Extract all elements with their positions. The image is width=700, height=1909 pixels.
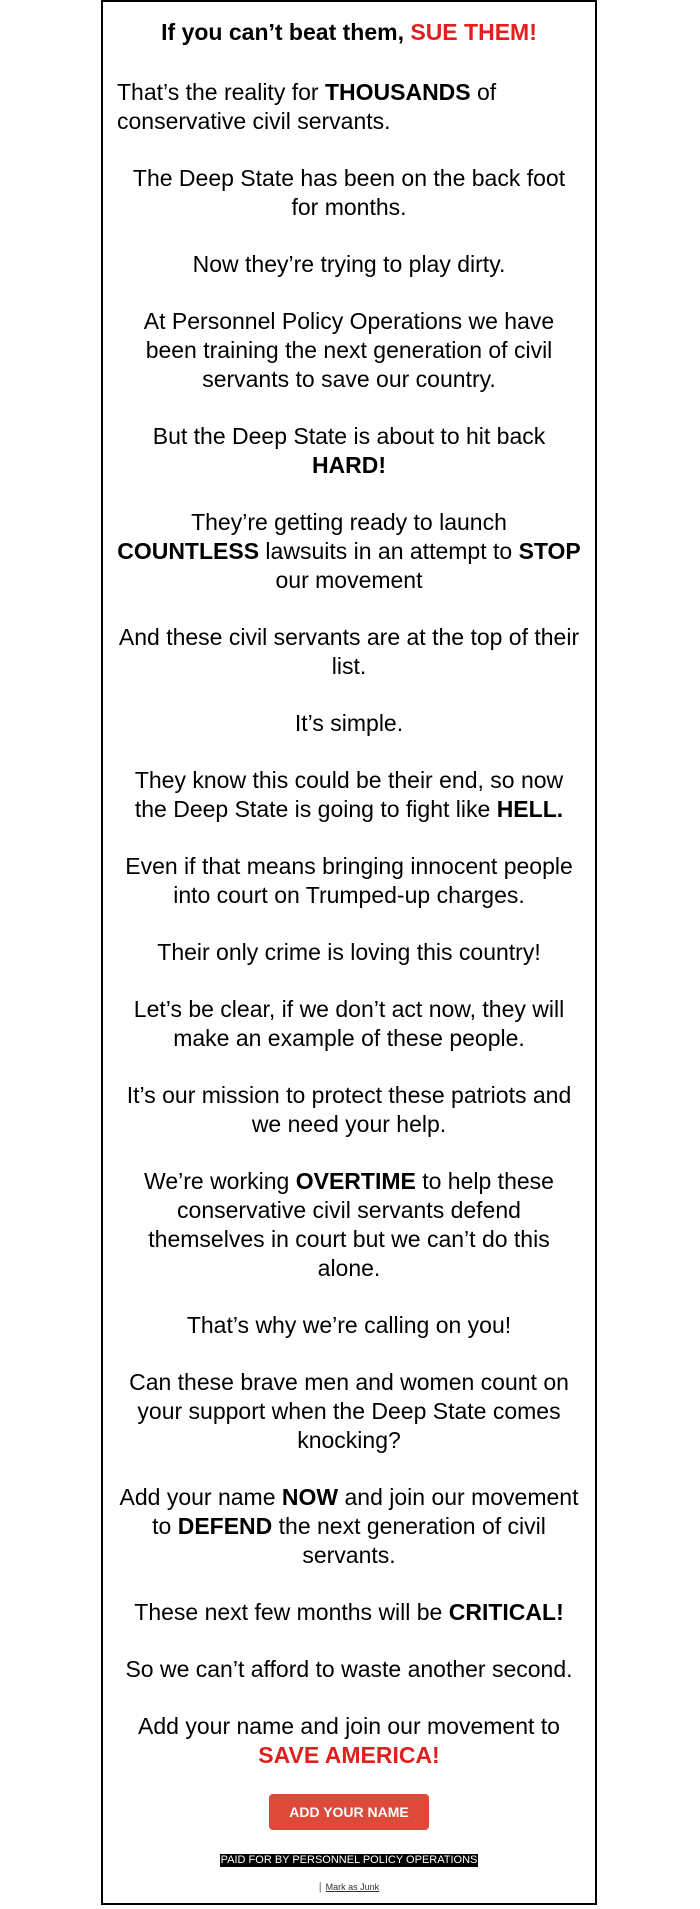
emphasis-text: HELL.: [496, 796, 564, 822]
paragraph-15: [117, 1311, 581, 1340]
paragraph-14: [117, 1167, 581, 1283]
paragraph-text: our movement: [275, 567, 423, 593]
paragraph-4: [117, 307, 581, 394]
footer-separator: |: [318, 1881, 322, 1893]
disclaimer-container: [117, 1850, 581, 1868]
paragraph-text: Let’s be clear, if we don’t act now, they will make an example of these people.: [133, 996, 565, 1051]
paragraph-text: They know this could be their end, so now the Deep State is going to fight like: [134, 767, 564, 822]
save-america-text: SAVE AMERICA!: [258, 1742, 440, 1768]
paragraph-1: [117, 78, 581, 136]
headline-highlight: SUE THEM!: [410, 19, 537, 45]
add-your-name-button[interactable]: ADD YOUR NAME: [269, 1794, 429, 1830]
paragraph-text: Add your name and join our movement to: [138, 1713, 560, 1739]
paragraph-3: [117, 250, 581, 279]
paragraph-text: But the Deep State is about to hit back: [152, 423, 546, 449]
paragraph-7: [117, 623, 581, 681]
emphasis-text: DEFEND: [177, 1513, 273, 1539]
paragraph-8: [117, 709, 581, 738]
emphasis-text: OVERTIME: [295, 1168, 416, 1194]
paragraph-16: [117, 1368, 581, 1455]
mark-as-junk-link[interactable]: Mark as Junk: [325, 1882, 380, 1892]
emphasis-text: NOW: [281, 1484, 339, 1510]
paragraph-2: [117, 164, 581, 222]
paragraph-text: to help these conservative civil servants defend themselves in court but we can’t do this alone.: [148, 1168, 554, 1281]
paragraph-text: and join our movement to: [152, 1484, 579, 1539]
paragraph-19: [117, 1655, 581, 1684]
paragraph-20: [117, 1712, 581, 1770]
cta-container: [117, 1794, 581, 1830]
paragraph-6: [117, 508, 581, 595]
paragraph-text: That’s why we’re calling on you!: [186, 1312, 512, 1338]
paragraph-text: At Personnel Policy Operations we have been training the next generation of civil servants to save our country.: [143, 308, 555, 392]
headline: [117, 18, 581, 47]
paragraph-9: [117, 766, 581, 824]
paragraph-17: [117, 1483, 581, 1570]
paid-for-disclaimer: PAID FOR BY PERSONNEL POLICY OPERATIONS: [220, 1854, 478, 1866]
paragraph-text: Their only crime is loving this country!: [157, 939, 541, 965]
footer-links: [117, 1881, 581, 1893]
paragraph-text: lawsuits in an attempt to: [259, 538, 519, 564]
emphasis-text: STOP: [518, 538, 581, 564]
paragraph-5: [117, 422, 581, 480]
paragraph-text: Can these brave men and women count on your support when the Deep State comes knocking?: [129, 1369, 569, 1453]
paragraph-text: The Deep State has been on the back foot for months.: [132, 165, 566, 220]
paragraph-text: Now they’re trying to play dirty.: [192, 251, 506, 277]
paragraph-text: the next generation of civil servants.: [272, 1513, 546, 1568]
paragraph-text: That’s the reality for: [117, 79, 325, 105]
paragraph-text: These next few months will be: [134, 1599, 449, 1625]
paragraph-13: [117, 1081, 581, 1139]
paragraph-text: It’s simple.: [294, 710, 404, 736]
headline-prefix: If you can’t beat them,: [161, 19, 411, 45]
paragraph-text: We’re working: [144, 1168, 296, 1194]
paragraph-10: [117, 852, 581, 910]
email-content: [103, 18, 595, 1893]
email-body: [101, 0, 597, 1905]
emphasis-text: THOUSANDS: [324, 79, 471, 105]
paragraph-text: It’s our mission to protect these patriots and we need your help.: [126, 1082, 572, 1137]
emphasis-text: HARD!: [311, 452, 387, 478]
paragraph-18: [117, 1598, 581, 1627]
paragraph-11: [117, 938, 581, 967]
paragraph-12: [117, 995, 581, 1053]
paragraph-text: They’re getting ready to launch: [191, 509, 507, 535]
emphasis-text: CRITICAL!: [448, 1599, 564, 1625]
paragraph-text: Even if that means bringing innocent people into court on Trumped-up charges.: [125, 853, 573, 908]
paragraph-text: of conservative civil servants.: [117, 79, 497, 134]
emphasis-text: COUNTLESS: [117, 538, 260, 564]
paragraph-text: Add your name: [119, 1484, 282, 1510]
paragraph-text: So we can’t afford to waste another second.: [125, 1656, 573, 1682]
paragraph-text: And these civil servants are at the top of their list.: [118, 624, 580, 679]
